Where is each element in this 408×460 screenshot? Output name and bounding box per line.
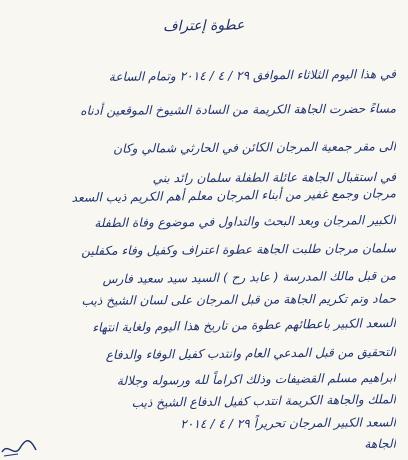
- document-title-text: عطوة إعتراف: [163, 17, 245, 35]
- text-line: الملك والجاهة الكريمة انتدب كفيل الدفاع الشيخ ذيب: [131, 392, 397, 410]
- text-line: مساءً حضرت الجاهة الكريمة من السادة الشيوخ الموقعين أدناه: [80, 101, 397, 118]
- text-line: في استقبال الجاهة عائلة الطفلة سلمان رائد بني: [152, 169, 397, 186]
- text-line: الجاهة: [364, 436, 397, 452]
- text-line: السعد الكبير المرجان تحريراً ٢٩ / ٤ / ٢٠١٤: [180, 415, 397, 432]
- text-line: مرجان وجمع غفير من أبناء المرجان معلم أهم الكريم ذيب السعد: [71, 186, 397, 205]
- text-line: ابراهيم مسلم القضيفات وذلك اكراماً لله ورسوله وجلالة: [116, 370, 397, 389]
- text-line: التحقيق من قبل المدعي العام وانتدب كفيل الوفاء والدفاع: [105, 344, 397, 362]
- text-line: من قبل مالك المدرسة ( عابد رح ) السيد سيد سعيد فارس: [102, 268, 397, 287]
- text-line: السعد الكبير باعطائهم عطوة من تاريخ هذا اليوم ولغاية انتهاء: [92, 315, 397, 335]
- signature-scribble: [0, 432, 40, 460]
- document-title: [0, 18, 408, 34]
- text-line: في هذا اليوم الثلاثاء الموافق ٢٩ / ٤ / ٢٠١٤ وتمام الساعة: [108, 66, 397, 84]
- text-line: الكبير المرجان وبعد البحث والتداول في موضوع وفاة الطفلة: [94, 212, 397, 231]
- text-line: الى مقر جمعية المرجان الكائن في الحارثي شمالي وكان: [113, 139, 397, 156]
- text-line: سلمان مرجان طلبت الجاهة عطوة اعتراف وكفيل وفاء مكفلين: [81, 241, 397, 259]
- text-line: حماد وتم تكريم الجاهة من قبل المرجان على لسان الشيخ ذيب: [81, 291, 397, 308]
